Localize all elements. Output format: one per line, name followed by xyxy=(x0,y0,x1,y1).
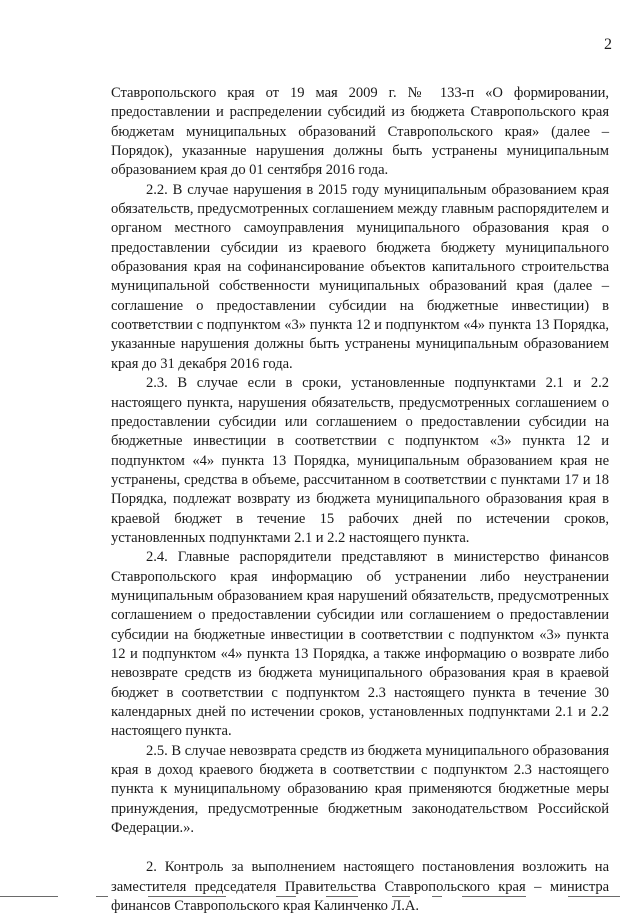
footer-rule-segment xyxy=(462,896,526,897)
footer-rule-segment xyxy=(0,896,58,897)
footer-rule-segment xyxy=(392,896,410,897)
footer-rule-segment xyxy=(326,896,358,897)
paragraph-2-4: 2.4. Главные распорядители представляют в министерство финансов Ставропольского края информацию об устранении либо неустранении муниципальным образованием края нарушений обязательств, предусмотренных соглашением о предоставлении субсидии или соглашением о предоставлении субсидии на бюджетные инвестиции в соответствии с подпунктом «3» пункта 12 и подпунктом «4» пункта 13 Порядка, а также информацию о возврате либо невозврате средств из бюджета муниципального образования края в краевой бюджет в соответствии с подпунктом 2.3 настоящего пункта в течение 30 календарных дней по истечении сроков, установленных подпунктами 2.1 и 2.2 настоящего пункта. xyxy=(111,549,609,740)
footer-rule-segment xyxy=(276,896,296,897)
paragraph-2-2: 2.2. В случае нарушения в 2015 году муниципальным образованием края обязательств, предусмотренных соглашением между главным распорядителем и органом местного самоуправления муниципального образования края о предоставлении субсидии из краевого бюджета бюджету муниципального образования края на софинансирование объектов капитального строительства муниципальной собственности муниципальных образований края (далее – соглашение о предоставлении субсидии на бюджетные инвестиции) в соответствии с подпунктом «3» пункта 12 и подпунктом «4» пункта 13 Порядка, указанные нарушения должны быть устранены муниципальным образованием края до 31 декабря 2016 года. xyxy=(111,181,609,372)
paragraph-item-2: 2. Контроль за выполнением настоящего постановления возложить на заместителя председателя Правительства Ставропольского края – министра финансов Ставропольского края Калинченко Л.А. xyxy=(111,859,609,915)
footer-rule-segment xyxy=(96,896,108,897)
footer-rule-segment xyxy=(148,896,226,897)
paragraph-2-3: 2.3. В случае если в сроки, установленные подпунктами 2.1 и 2.2 настоящего пункта, нарушения обязательств, предусмотренных соглашением о предоставлении субсидии или соглашением о предоставлении субсидии на бюджетные инвестиции в соответствии с подпунктом «3» пункта 12 и подпунктом «4» пункта 13 Порядка, муниципальным образованием края не устранены, средства в объеме, рассчитанном в соответствии с пунктами 17 и 18 Порядка, подлежат возврату из бюджета муниципального образования края в краевой бюджет в течение 15 рабочих дней по истечении сроков, установленных подпунктами 2.1 и 2.2 настоящего пункта. xyxy=(111,375,609,546)
footer-rule-segment xyxy=(432,896,442,897)
page-number: 2 xyxy=(604,36,612,53)
footer-rule-segment xyxy=(568,896,620,897)
paragraph-spacer xyxy=(111,838,609,858)
document-body xyxy=(111,84,609,916)
paragraph-2-5: 2.5. В случае невозврата средств из бюджета муниципального образования края в доход краевого бюджета в соответствии с подпунктом 2.3 настоящего пункта к муниципальному образованию края применяются бюджетные меры принуждения, предусмотренные бюджетным законодательством Российской Федерации.». xyxy=(111,742,609,837)
paragraph-continuation: Ставропольского края от 19 мая 2009 г. № 133-п «О формировании, предоставлении и распределении субсидий из бюджета Ставропольского края бюджетам муниципальных образований Ставропольского края» (далее – Порядок), указанные нарушения должны быть устранены муниципальным образованием края до 01 сентября 2016 года. xyxy=(111,85,609,179)
